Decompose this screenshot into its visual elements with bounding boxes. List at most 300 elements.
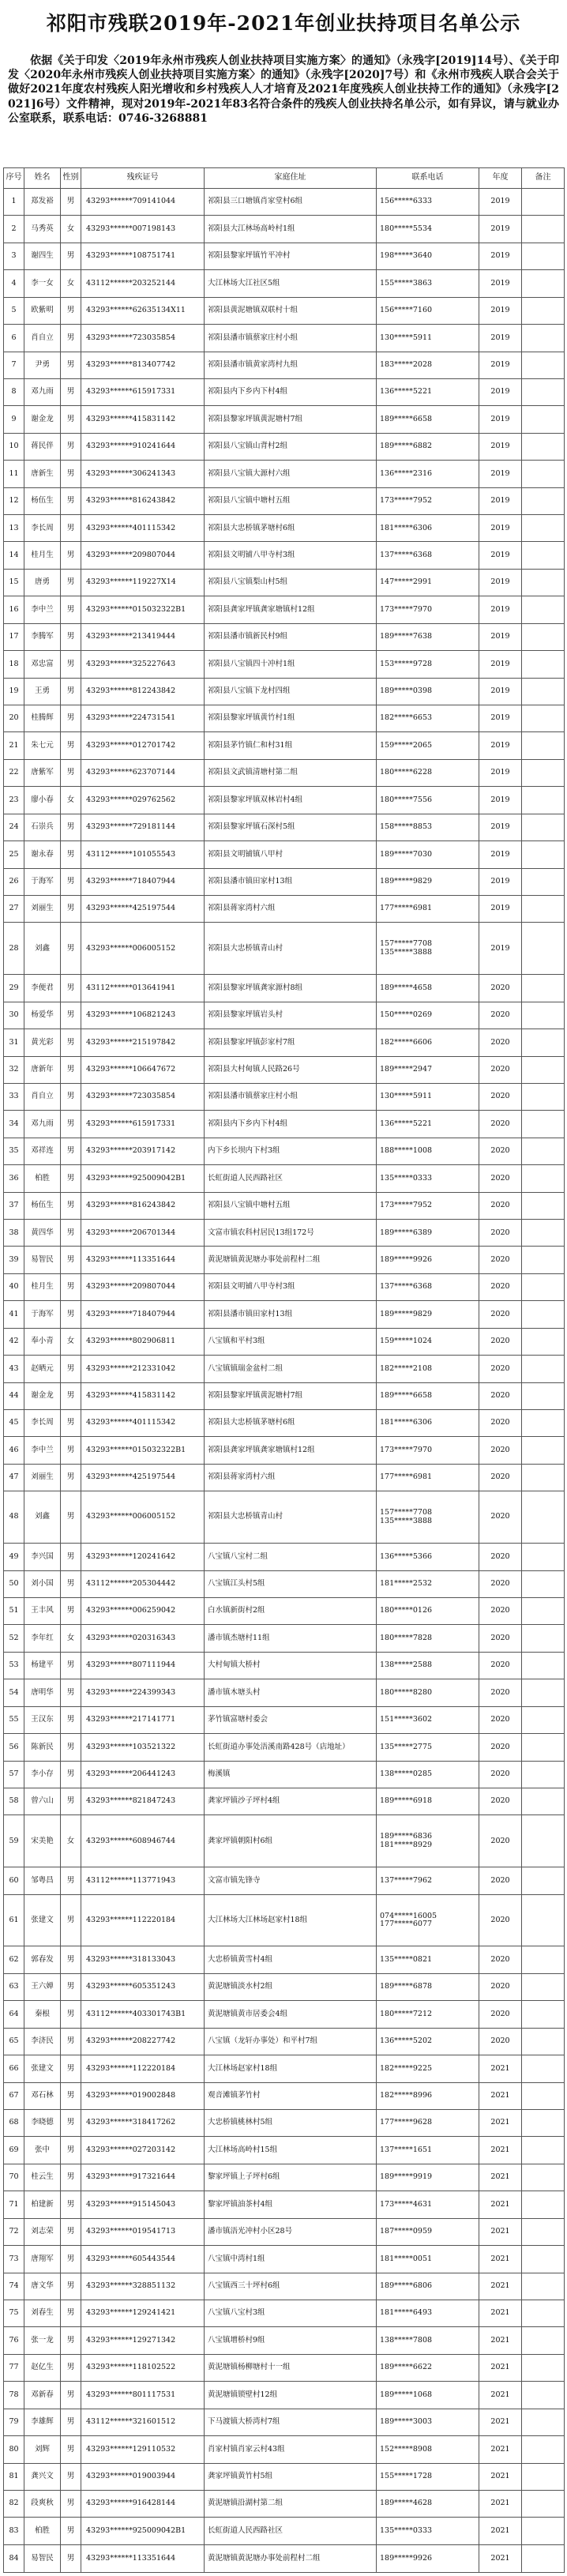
- row-phone: 136*****5221: [377, 378, 479, 405]
- row-address: 祁阳县大忠桥镇茅塘村6组: [205, 1410, 377, 1437]
- row-phone: 187*****0959: [377, 2218, 479, 2245]
- row-name: 马秀英: [24, 216, 61, 243]
- table-row: [4, 1410, 565, 1437]
- row-serial: 21: [4, 732, 24, 759]
- row-year: 2019: [479, 325, 522, 352]
- row-sex: 男: [61, 2082, 81, 2109]
- row-name: 谢四生: [24, 243, 61, 269]
- row-address: 大江林场高岭村15组: [205, 2137, 377, 2164]
- table-row: [4, 515, 565, 542]
- row-year: 2021: [479, 2436, 522, 2463]
- row-address: 祁阳县文明铺八甲寺村3组: [205, 542, 377, 569]
- row-serial: 53: [4, 1652, 24, 1679]
- table-row: [4, 1973, 565, 2000]
- row-name: 廖小春: [24, 787, 61, 814]
- row-sex: 女: [61, 1815, 81, 1867]
- row-year: 2021: [479, 2409, 522, 2435]
- row-certificate: 43293******318417262: [81, 2110, 205, 2137]
- row-name: 奉小青: [24, 1328, 61, 1355]
- row-year: 2020: [479, 1083, 522, 1110]
- row-sex: 男: [61, 732, 81, 759]
- row-note: [522, 596, 565, 623]
- row-serial: 28: [4, 923, 24, 975]
- row-note: [522, 2055, 565, 2082]
- row-phone: 189*****9829: [377, 868, 479, 895]
- row-name: 刘志荣: [24, 2218, 61, 2245]
- row-serial: 66: [4, 2055, 24, 2082]
- row-year: 2020: [479, 1597, 522, 1624]
- row-year: 2019: [479, 270, 522, 297]
- row-year: 2019: [479, 732, 522, 759]
- row-address: 长虹街道人民西路社区: [205, 2518, 377, 2544]
- table-row: [4, 1464, 565, 1491]
- row-certificate: 43112******013641941: [81, 975, 205, 1002]
- row-name: 邹粤昌: [24, 1867, 61, 1894]
- row-name: 王六婵: [24, 1973, 61, 2000]
- row-sex: 男: [61, 1894, 81, 1946]
- row-name: 谢金龙: [24, 1382, 61, 1409]
- row-name: 宋美艳: [24, 1815, 61, 1867]
- table-row: [4, 2082, 565, 2109]
- row-address: 潘市镇木塘头村: [205, 1679, 377, 1706]
- table-row: [4, 705, 565, 732]
- row-serial: 64: [4, 2001, 24, 2028]
- table-row: [4, 1706, 565, 1733]
- row-note: [522, 1056, 565, 1083]
- table-row: [4, 2300, 565, 2326]
- row-serial: 57: [4, 1761, 24, 1788]
- row-phone: 189*****6878: [377, 1973, 479, 2000]
- row-address: 黄泥塘镇黄泥塘办事处前程村二组: [205, 2544, 377, 2572]
- row-address: 黄泥塘镇杨柳塘村十一组: [205, 2354, 377, 2381]
- row-note: [522, 2382, 565, 2409]
- row-name: 杨建平: [24, 1652, 61, 1679]
- row-note: [522, 1734, 565, 1761]
- row-sex: 男: [61, 1706, 81, 1733]
- row-year: 2019: [479, 487, 522, 514]
- row-address: 祁阳县大村甸镇人民路26号: [205, 1056, 377, 1083]
- row-certificate: 43293******328851132: [81, 2273, 205, 2300]
- row-sex: 男: [61, 189, 81, 216]
- row-year: 2020: [479, 1111, 522, 1138]
- row-serial: 14: [4, 542, 24, 569]
- row-note: [522, 975, 565, 1002]
- row-certificate: 43293******306241343: [81, 461, 205, 487]
- table-row: [4, 1029, 565, 1056]
- row-note: [522, 1491, 565, 1544]
- row-phone: 138*****0285: [377, 1761, 479, 1788]
- row-certificate: 43293******917321644: [81, 2164, 205, 2191]
- row-year: 2020: [479, 1734, 522, 1761]
- row-name: 李便君: [24, 975, 61, 1002]
- row-name: 张建文: [24, 2055, 61, 2082]
- row-serial: 40: [4, 1273, 24, 1300]
- table-row: [4, 487, 565, 514]
- row-year: 2020: [479, 1679, 522, 1706]
- row-sex: 男: [61, 1083, 81, 1110]
- row-sex: 男: [61, 596, 81, 623]
- row-certificate: 43293******129271342: [81, 2327, 205, 2354]
- row-certificate: 43293******113351644: [81, 1247, 205, 1273]
- row-phone: 151*****3602: [377, 1706, 479, 1733]
- row-address: 大江林场赵家村18组: [205, 2055, 377, 2082]
- row-certificate: 43293******007198143: [81, 216, 205, 243]
- row-note: [522, 1946, 565, 1973]
- row-phone: 180*****5534: [377, 216, 479, 243]
- row-phone: 182*****6606: [377, 1029, 479, 1056]
- row-phone: 189*****6918: [377, 1788, 479, 1814]
- row-address: 祁阳县大忠桥镇青山村: [205, 923, 377, 975]
- row-sex: 男: [61, 1301, 81, 1328]
- row-address: 祁阳县蒋家湾村六组: [205, 1464, 377, 1491]
- row-certificate: 43293******401115342: [81, 515, 205, 542]
- row-certificate: 43293******206701344: [81, 1220, 205, 1247]
- row-sex: 男: [61, 542, 81, 569]
- table-row: [4, 1192, 565, 1219]
- row-certificate: 43293******729181144: [81, 814, 205, 840]
- table-row: [4, 2137, 565, 2164]
- row-serial: 74: [4, 2273, 24, 2300]
- row-sex: 女: [61, 1625, 81, 1652]
- row-serial: 33: [4, 1083, 24, 1110]
- table-row: [4, 1625, 565, 1652]
- row-phone: 147*****2991: [377, 569, 479, 596]
- row-phone: 155*****3863: [377, 270, 479, 297]
- table-row: [4, 2327, 565, 2354]
- row-phone: 177*****9628: [377, 2110, 479, 2137]
- row-serial: 4: [4, 270, 24, 297]
- row-name: 张中: [24, 2137, 61, 2164]
- row-sex: 男: [61, 243, 81, 269]
- row-certificate: 43293******615917331: [81, 378, 205, 405]
- row-certificate: 43293******62635134X11: [81, 297, 205, 324]
- row-phone: 157*****7708 135*****3888: [377, 1491, 479, 1544]
- row-note: [522, 787, 565, 814]
- row-phone: 189*****6389: [377, 1220, 479, 1247]
- row-sex: 男: [61, 515, 81, 542]
- row-phone: 189*****3003: [377, 2409, 479, 2435]
- row-year: 2019: [479, 352, 522, 378]
- row-sex: 男: [61, 678, 81, 705]
- roster-table: [3, 167, 565, 2573]
- row-name: 张一龙: [24, 2327, 61, 2354]
- row-certificate: 43112******403301743B1: [81, 2001, 205, 2028]
- row-certificate: 43293******224399343: [81, 1679, 205, 1706]
- row-phone: 182*****2108: [377, 1356, 479, 1382]
- row-serial: 83: [4, 2518, 24, 2544]
- row-serial: 25: [4, 841, 24, 868]
- table-row: [4, 1138, 565, 1164]
- row-serial: 34: [4, 1111, 24, 1138]
- table-row: [4, 1788, 565, 1814]
- row-sex: 男: [61, 2382, 81, 2409]
- row-year: 2020: [479, 1788, 522, 1814]
- row-certificate: 43293******623707144: [81, 759, 205, 786]
- row-certificate: 43112******321601512: [81, 2409, 205, 2435]
- table-row: [4, 352, 565, 378]
- row-year: 2021: [479, 2246, 522, 2273]
- row-year: 2019: [479, 515, 522, 542]
- row-sex: 男: [61, 569, 81, 596]
- row-phone: 189*****6658: [377, 1382, 479, 1409]
- row-serial: 58: [4, 1788, 24, 1814]
- row-sex: 男: [61, 2354, 81, 2381]
- row-sex: 男: [61, 2055, 81, 2082]
- row-certificate: 43293******925009042B1: [81, 1165, 205, 1192]
- row-certificate: 43293******029762562: [81, 787, 205, 814]
- row-year: 2020: [479, 1652, 522, 1679]
- row-address: 祁阳县龚家坪镇龚家塘镇村12组: [205, 1437, 377, 1464]
- row-year: 2020: [479, 2028, 522, 2055]
- row-phone: 189*****6658: [377, 406, 479, 433]
- row-name: 石崇兵: [24, 814, 61, 840]
- table-row: [4, 1652, 565, 1679]
- row-phone: 158*****8853: [377, 814, 479, 840]
- row-address: 文富市镇先锋寺: [205, 1867, 377, 1894]
- row-note: [522, 2191, 565, 2218]
- row-address: 大村甸镇大桥村: [205, 1652, 377, 1679]
- row-serial: 23: [4, 787, 24, 814]
- row-address: 祁阳县八宝镇四十冲村1组: [205, 651, 377, 678]
- header-serial: 序号: [4, 168, 24, 189]
- row-year: 2020: [479, 1946, 522, 1973]
- row-serial: 3: [4, 243, 24, 269]
- table-row: [4, 542, 565, 569]
- row-name: 欧紫明: [24, 297, 61, 324]
- row-year: 2021: [479, 2273, 522, 2300]
- row-sex: 男: [61, 1002, 81, 1029]
- row-certificate: 43293******915145043: [81, 2191, 205, 2218]
- row-year: 2020: [479, 1002, 522, 1029]
- row-phone: 173*****7970: [377, 1437, 479, 1464]
- row-year: 2019: [479, 651, 522, 678]
- row-year: 2021: [479, 2191, 522, 2218]
- row-address: 八宝镇镇瑞金盆村二组: [205, 1356, 377, 1382]
- row-certificate: 43293******208227742: [81, 2028, 205, 2055]
- row-note: [522, 1220, 565, 1247]
- row-year: 2019: [479, 678, 522, 705]
- row-serial: 45: [4, 1410, 24, 1437]
- row-note: [522, 2436, 565, 2463]
- row-phone: 159*****1024: [377, 1328, 479, 1355]
- row-certificate: 43293******106821243: [81, 1002, 205, 1029]
- row-year: 2019: [479, 895, 522, 922]
- row-phone: 180*****7828: [377, 1625, 479, 1652]
- row-note: [522, 2273, 565, 2300]
- row-sex: 男: [61, 1491, 81, 1544]
- row-address: 长虹街道办事处浯溪南路428号（店地址）: [205, 1734, 377, 1761]
- row-sex: 男: [61, 1382, 81, 1409]
- row-name: 刘鑫: [24, 923, 61, 975]
- row-name: 邓九雨: [24, 378, 61, 405]
- row-year: 2020: [479, 1301, 522, 1328]
- row-serial: 20: [4, 705, 24, 732]
- row-phone: 189*****7638: [377, 623, 479, 650]
- row-year: 2020: [479, 1220, 522, 1247]
- row-address: 长虹街道人民西路社区: [205, 1165, 377, 1192]
- row-note: [522, 841, 565, 868]
- row-sex: 男: [61, 1111, 81, 1138]
- row-sex: 男: [61, 651, 81, 678]
- row-year: 2020: [479, 1464, 522, 1491]
- row-address: 祁阳县茅竹镇仁和村31组: [205, 732, 377, 759]
- row-name: 刘丽生: [24, 1464, 61, 1491]
- row-name: 杨伍生: [24, 487, 61, 514]
- row-serial: 5: [4, 297, 24, 324]
- row-address: 大江林场大江林场赵家村18组: [205, 1894, 377, 1946]
- row-name: 柏胜: [24, 2518, 61, 2544]
- row-year: 2020: [479, 1029, 522, 1056]
- row-address: 祁阳县潘市镇田家村13组: [205, 868, 377, 895]
- row-note: [522, 189, 565, 216]
- row-phone: 136*****5221: [377, 1111, 479, 1138]
- row-name: 柏胜: [24, 1165, 61, 1192]
- row-phone: 173*****7952: [377, 487, 479, 514]
- row-name: 柏建新: [24, 2191, 61, 2218]
- row-sex: 男: [61, 461, 81, 487]
- table-row: [4, 678, 565, 705]
- row-note: [522, 2137, 565, 2164]
- row-address: 祁阳县八宝镇中塘村五组: [205, 487, 377, 514]
- row-year: 2020: [479, 1056, 522, 1083]
- row-serial: 63: [4, 1973, 24, 2000]
- row-sex: 男: [61, 1679, 81, 1706]
- row-year: 2020: [479, 1192, 522, 1219]
- row-name: 王勇: [24, 678, 61, 705]
- table-row: [4, 2436, 565, 2463]
- row-sex: 男: [61, 841, 81, 868]
- row-sex: 男: [61, 814, 81, 840]
- row-note: [522, 895, 565, 922]
- row-sex: 女: [61, 787, 81, 814]
- row-note: [522, 1328, 565, 1355]
- table-row: [4, 2028, 565, 2055]
- row-name: 李兴国: [24, 1544, 61, 1570]
- row-phone: 156*****6333: [377, 189, 479, 216]
- row-serial: 60: [4, 1867, 24, 1894]
- row-note: [522, 2300, 565, 2326]
- row-phone: 189*****9829: [377, 1301, 479, 1328]
- row-sex: 男: [61, 297, 81, 324]
- table-row: [4, 2463, 565, 2490]
- row-year: 2021: [479, 2082, 522, 2109]
- row-serial: 50: [4, 1570, 24, 1597]
- row-sex: 女: [61, 216, 81, 243]
- row-note: [522, 1464, 565, 1491]
- row-serial: 37: [4, 1192, 24, 1219]
- row-phone: 153*****9728: [377, 651, 479, 678]
- table-row: [4, 461, 565, 487]
- row-note: [522, 814, 565, 840]
- table-row: [4, 1056, 565, 1083]
- row-year: 2019: [479, 433, 522, 460]
- row-note: [522, 1867, 565, 1894]
- table-row: [4, 378, 565, 405]
- row-name: 黄四华: [24, 1220, 61, 1247]
- row-certificate: 43293******006005152: [81, 923, 205, 975]
- row-serial: 22: [4, 759, 24, 786]
- row-address: 观音滩镇茅竹村: [205, 2082, 377, 2109]
- row-address: 祁阳县黎家坪镇龚家源村8组: [205, 975, 377, 1002]
- row-year: 2020: [479, 1410, 522, 1437]
- row-name: 李晓德: [24, 2110, 61, 2137]
- row-certificate: 43293******019002848: [81, 2082, 205, 2109]
- row-address: 祁阳县文明铺镇八甲村: [205, 841, 377, 868]
- row-serial: 82: [4, 2490, 24, 2517]
- table-row: [4, 1165, 565, 1192]
- row-year: 2019: [479, 841, 522, 868]
- row-year: 2019: [479, 868, 522, 895]
- row-phone: 152*****8908: [377, 2436, 479, 2463]
- row-sex: 男: [61, 2246, 81, 2273]
- table-row: [4, 2001, 565, 2028]
- row-year: 2020: [479, 1894, 522, 1946]
- row-serial: 76: [4, 2327, 24, 2354]
- table-row: [4, 1491, 565, 1544]
- row-year: 2019: [479, 542, 522, 569]
- row-sex: 男: [61, 1788, 81, 1814]
- table-row: [4, 2164, 565, 2191]
- table-row: [4, 1356, 565, 1382]
- row-certificate: 43293******006259042: [81, 1597, 205, 1624]
- table-row: [4, 325, 565, 352]
- row-sex: 男: [61, 2436, 81, 2463]
- table-row: [4, 1679, 565, 1706]
- row-phone: 188*****1008: [377, 1138, 479, 1164]
- row-sex: 男: [61, 2028, 81, 2055]
- row-phone: 137*****1651: [377, 2137, 479, 2164]
- row-address: 八宝镇（龙轩办事处）和平村7组: [205, 2028, 377, 2055]
- table-row: [4, 406, 565, 433]
- row-note: [522, 1192, 565, 1219]
- table-row: [4, 1301, 565, 1328]
- row-serial: 39: [4, 1247, 24, 1273]
- table-row: [4, 1946, 565, 1973]
- row-serial: 69: [4, 2137, 24, 2164]
- row-phone: 189*****9926: [377, 2544, 479, 2572]
- row-note: [522, 433, 565, 460]
- row-sex: 男: [61, 1946, 81, 1973]
- row-year: 2019: [479, 243, 522, 269]
- row-address: 潘市镇杰塘村11组: [205, 1625, 377, 1652]
- row-sex: 男: [61, 1056, 81, 1083]
- row-note: [522, 2518, 565, 2544]
- row-sex: 男: [61, 2273, 81, 2300]
- row-serial: 51: [4, 1597, 24, 1624]
- row-certificate: 43293******816243842: [81, 1192, 205, 1219]
- row-certificate: 43293******209807044: [81, 1273, 205, 1300]
- row-address: 八宝镇西三十坪村6组: [205, 2273, 377, 2300]
- row-note: [522, 352, 565, 378]
- row-year: 2020: [479, 1247, 522, 1273]
- row-name: 唐明华: [24, 1679, 61, 1706]
- row-certificate: 43293******203917142: [81, 1138, 205, 1164]
- table-row: [4, 1437, 565, 1464]
- row-note: [522, 1002, 565, 1029]
- row-year: 2020: [479, 1544, 522, 1570]
- row-serial: 8: [4, 378, 24, 405]
- row-serial: 38: [4, 1220, 24, 1247]
- header-year: 年度: [479, 168, 522, 189]
- row-certificate: 43293******723035854: [81, 325, 205, 352]
- row-name: 易智民: [24, 1247, 61, 1273]
- row-sex: 男: [61, 1247, 81, 1273]
- row-serial: 78: [4, 2382, 24, 2409]
- table-row: [4, 814, 565, 840]
- row-certificate: 43112******113771943: [81, 1867, 205, 1894]
- row-address: 下马渡镇大桥湾村7组: [205, 2409, 377, 2435]
- row-note: [522, 1437, 565, 1464]
